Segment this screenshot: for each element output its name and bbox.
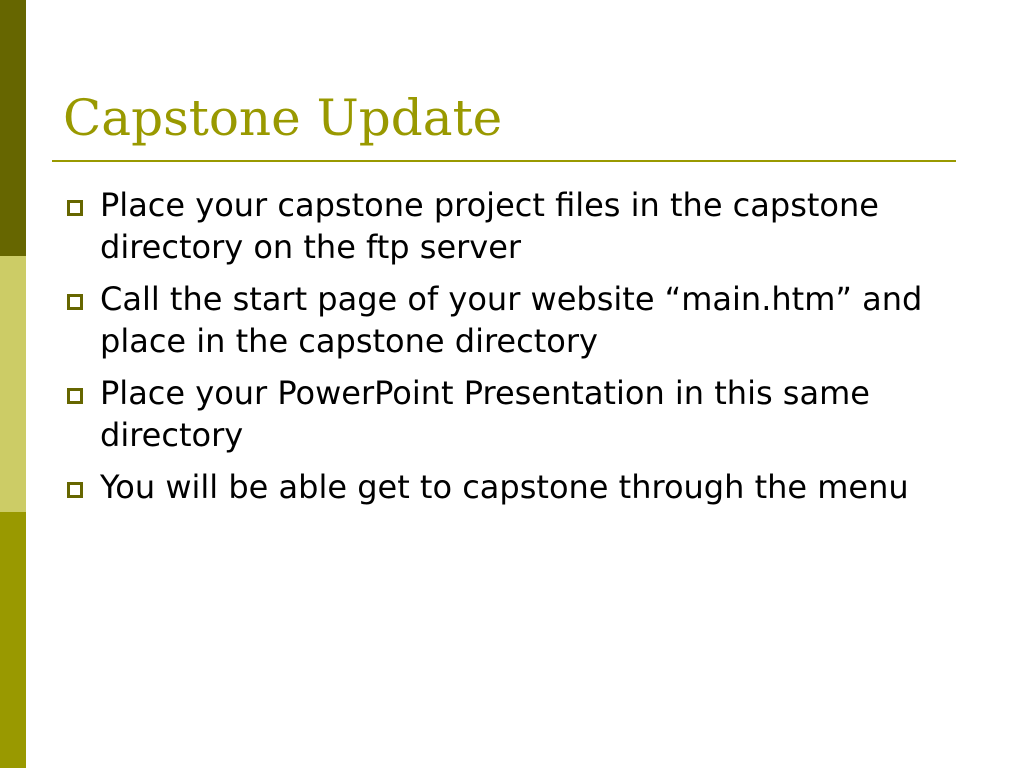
hollow-square-bullet-icon bbox=[67, 200, 83, 216]
bullet-text: Call the start page of your website “main.htm” and place in the capstone directory bbox=[100, 280, 923, 360]
bullet-item bbox=[62, 372, 962, 456]
bullet-item bbox=[62, 466, 962, 508]
side-bar-dark-segment bbox=[0, 0, 26, 256]
slide-title: Capstone Update bbox=[63, 89, 503, 147]
bullet-text: Place your capstone project files in the capstone directory on the ftp server bbox=[100, 186, 879, 266]
bullet-item bbox=[62, 278, 962, 362]
side-bar-light-segment bbox=[0, 256, 26, 512]
bullet-text: Place your PowerPoint Presentation in this same directory bbox=[100, 374, 870, 454]
side-bar-olive-segment bbox=[0, 512, 26, 768]
bullet-item bbox=[62, 184, 962, 268]
bullet-list bbox=[62, 184, 962, 518]
hollow-square-bullet-icon bbox=[67, 482, 83, 498]
bullet-text: You will be able get to capstone through the menu bbox=[100, 468, 909, 506]
hollow-square-bullet-icon bbox=[67, 294, 83, 310]
title-underline-divider bbox=[52, 160, 956, 162]
hollow-square-bullet-icon bbox=[67, 388, 83, 404]
